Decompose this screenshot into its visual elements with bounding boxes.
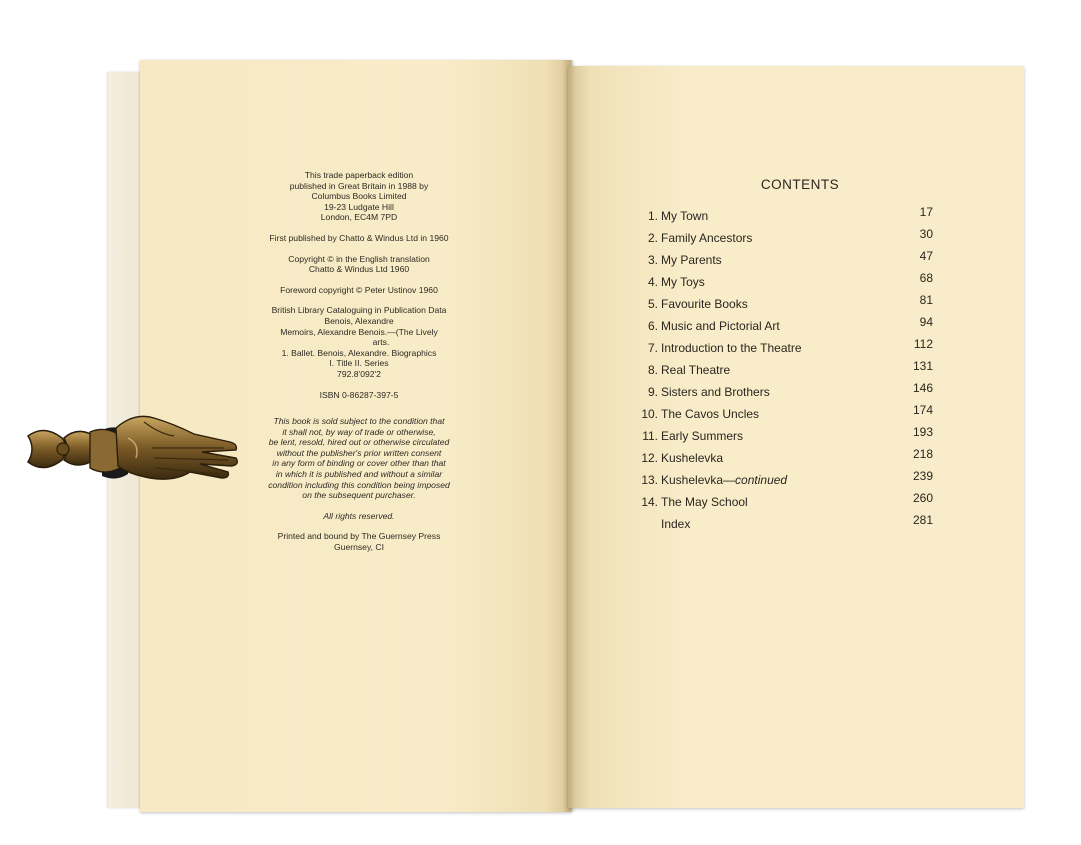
contents-entry (640, 293, 933, 315)
copyright-line: Copyright © in the English translation (288, 253, 430, 264)
cip-line: arts. (372, 337, 390, 348)
chapter-title: My Parents (661, 253, 722, 267)
legal-line: on the subsequent purchaser. (302, 490, 416, 501)
chapter-number: 8. (647, 363, 658, 377)
chapter-title: Family Ancestors (661, 231, 753, 245)
legal-line: condition including this condition being imposed (268, 479, 450, 490)
contents-entry (640, 513, 933, 535)
contents-entry (640, 359, 933, 381)
publisher-line: London, EC4M 7PD (320, 212, 398, 223)
chapter-title: Sisters and Brothers (661, 385, 770, 399)
cip-block (248, 305, 470, 379)
chapter-number: 6. (647, 319, 658, 333)
chapter-number: 10. (641, 407, 658, 421)
chapter-number: 12. (641, 451, 658, 465)
printer-line: Printed and bound by The Guernsey Press (277, 531, 441, 542)
printer-block (248, 531, 470, 552)
chapter-number: 9. (647, 385, 658, 399)
page-number: 30 (919, 227, 933, 241)
printer-line: Guernsey, CI (334, 542, 384, 553)
publisher-block (248, 170, 470, 223)
contents-entry (640, 425, 933, 447)
contents-heading: CONTENTS (760, 177, 840, 192)
foreword-copyright: Foreword copyright © Peter Ustinov 1960 (280, 284, 438, 295)
cip-line: I. Title II. Series (329, 358, 389, 369)
contents-entry (640, 491, 933, 513)
rights-block (248, 511, 470, 522)
page-number: 146 (912, 381, 933, 395)
chapter-number: 13. (641, 473, 658, 487)
cip-line: Memoirs, Alexandre Benois.—(The Lively (280, 326, 438, 337)
chapter-title: Early Summers (661, 429, 744, 443)
publisher-line: This trade paperback edition (304, 170, 414, 180)
legal-line: in any form of binding or cover other than that (272, 458, 446, 469)
chapter-title: Introduction to the Theatre (661, 341, 802, 355)
contents-list (640, 205, 933, 535)
cip-line: British Library Cataloguing in Publication Data (271, 305, 447, 316)
page-number: 239 (912, 469, 933, 483)
page-number: 281 (912, 513, 933, 527)
chapter-title-main: Kushelevka— (661, 473, 736, 487)
copyright-imprint (248, 170, 470, 563)
chapter-number: 1. (647, 209, 658, 223)
foreword-block (248, 285, 470, 296)
chapter-number: 2. (647, 231, 658, 245)
chapter-title: Real Theatre (661, 363, 731, 377)
chapter-title: Index (661, 517, 691, 531)
legal-line: be lent, resold, hired out or otherwise circulated (268, 437, 450, 448)
all-rights-reserved: All rights reserved. (323, 510, 395, 521)
legal-line: in which it is published and without a similar (275, 469, 443, 480)
chapter-title: Favourite Books (661, 297, 748, 311)
contents-entry (640, 337, 933, 359)
page-number: 68 (919, 271, 933, 285)
page-number: 17 (919, 205, 933, 219)
chapter-number: 11. (642, 429, 658, 443)
chapter-title: Music and Pictorial Art (661, 319, 780, 333)
chapter-number: 7. (647, 341, 658, 355)
hand-clip-svg (24, 408, 244, 498)
chapter-title: The Cavos Uncles (661, 407, 760, 421)
isbn: ISBN 0-86287-397-5 (319, 389, 399, 400)
chapter-title: My Toys (661, 275, 705, 289)
first-published: First published by Chatto & Windus Ltd in 1960 (269, 232, 449, 243)
publisher-line: published in Great Britain in 1988 by (289, 180, 429, 191)
page-number: 94 (919, 315, 933, 329)
page-number: 193 (912, 425, 933, 439)
legal-line: without the publisher's prior written consent (276, 447, 442, 458)
chapter-number: 4. (647, 275, 658, 289)
legal-block (248, 416, 470, 501)
chapter-title-italic: continued (735, 473, 788, 487)
copyright-line: Chatto & Windus Ltd 1960 (308, 264, 410, 275)
page-number: 260 (912, 491, 933, 505)
chapter-title: Kushelevka (661, 451, 724, 465)
cip-line: Benois, Alexandre (324, 315, 394, 326)
book-gutter (562, 60, 576, 812)
chapter-title: The May School (661, 495, 748, 509)
contents-entry (640, 447, 933, 469)
cip-line: 1. Ballet. Benois, Alexandre. Biographics (281, 347, 437, 358)
chapter-title: My Town (661, 209, 709, 223)
chapter-number: 5. (647, 297, 658, 311)
first-published-block (248, 233, 470, 244)
page-number: 131 (912, 359, 933, 373)
cip-line: 792.8'092'2 (337, 368, 381, 379)
chapter-number: 14. (641, 495, 658, 509)
legal-line: it shall not, by way of trade or otherwise, (282, 426, 436, 437)
isbn-block (248, 390, 470, 401)
page-number: 174 (912, 403, 933, 417)
copyright-block (248, 254, 470, 275)
contents-entry (640, 227, 933, 249)
page-number: 112 (913, 337, 933, 351)
contents-entry (640, 381, 933, 403)
contents-entry (640, 403, 933, 425)
page-number: 81 (919, 293, 933, 307)
chapter-title (661, 473, 787, 487)
hand-bookmark-clip-icon (24, 408, 244, 498)
page-number: 47 (919, 249, 933, 263)
contents-entry (640, 271, 933, 293)
publisher-line: Columbus Books Limited (311, 191, 407, 202)
page-number: 218 (912, 447, 933, 461)
contents-entry (640, 205, 933, 227)
contents-entry (640, 315, 933, 337)
publisher-line: 19-23 Ludgate Hill (324, 201, 394, 212)
legal-line: This book is sold subject to the condition that (273, 416, 445, 427)
contents-entry (640, 249, 933, 271)
contents-entry (640, 469, 933, 491)
chapter-number: 3. (647, 253, 658, 267)
